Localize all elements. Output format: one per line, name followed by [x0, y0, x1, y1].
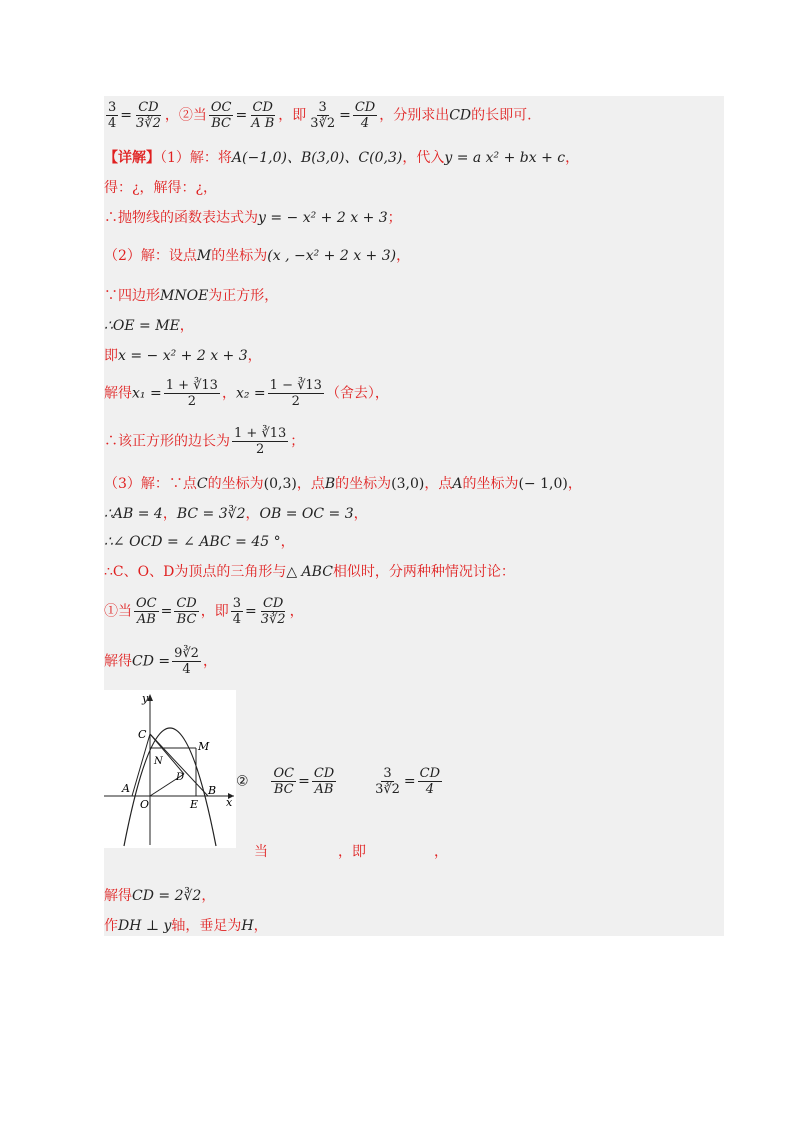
fraction: $\frac{CD}{4}$	[354, 100, 376, 131]
label-n: N	[154, 756, 163, 767]
text-line-1: $\frac{3}{4}$ = $\frac{CD}{3∛2}$ ，②当 $\frac{OC}{BC}$ = $\frac{CD}{\text{A B}}$ ，即 $\frac{3}{3∛2}$ = $\frac{CD}{4}$ ，分别求出CD的长即可.	[108, 100, 532, 131]
text-line-6: ∵四边形MNOE为正方形，	[104, 288, 279, 304]
text-line-4: ∴抛物线的函数表达式为y = − x² + 2 x + 3；	[104, 210, 402, 226]
parabola-figure	[104, 690, 236, 848]
label-y: y	[142, 692, 149, 705]
label-e: E	[190, 798, 199, 811]
text-line-14: ∴C、O、D为顶点的三角形与△ ABC相似时，分两种种情况讨论：	[104, 564, 515, 580]
fraction: $\frac{OC}{BC}$	[210, 100, 232, 131]
fraction: $\frac{CD}{\text{A B}}$	[251, 100, 275, 131]
fraction: $\frac{1 - ∛13}{2}$	[269, 378, 322, 409]
fraction: $\frac{CD}{3∛2}$	[260, 596, 286, 627]
fraction: $\frac{1 + ∛13}{2}$	[165, 378, 218, 409]
fraction: $\frac{3}{3∛2}$	[375, 766, 400, 797]
text-line-19: 解得CD = 2∛2，	[104, 888, 216, 904]
fraction: $\frac{1 + ∛13}{2}$	[234, 426, 287, 457]
parabola-diagram	[104, 690, 236, 848]
label-c: C	[138, 728, 147, 741]
text-line-16: 解得CD = $\frac{9∛2}{4}$ ，	[104, 646, 217, 677]
fraction: $\frac{3}{3∛2}$	[310, 100, 336, 131]
fraction: $\frac{CD}{4}$	[419, 766, 441, 797]
line-ca	[132, 734, 150, 796]
text-line-18: 当 ，即 ，	[254, 844, 448, 860]
text-line-11: （3）解：∵点C的坐标为(0,3)，点B的坐标为(3,0)，点A的坐标为(− 1,0)，	[104, 476, 582, 492]
text-line-17: ② $\frac{OC}{BC}$ = $\frac{CD}{AB}$ $\frac{3}{3∛2}$ = $\frac{CD}{4}$	[236, 766, 441, 797]
line-cd	[150, 734, 184, 774]
text-line-12: ∴AB = 4，BC = 3∛2，OB = OC = 3，	[104, 506, 368, 522]
text-line-8: 即x = − x² + 2 x + 3，	[104, 348, 262, 364]
text-line-5: （2）解：设点M的坐标为(x , −x² + 2 x + 3)，	[104, 248, 411, 264]
text-line-7: ∴OE = ME，	[104, 318, 194, 334]
label-m: M	[198, 740, 210, 753]
text-line-10: ∴该正方形的边长为 $\frac{1 + ∛13}{2}$ ；	[104, 426, 305, 457]
text-line-3: 得：¿，解得：¿，	[104, 180, 218, 196]
label-o: O	[140, 798, 150, 811]
text-line-9: 解得x₁ = $\frac{1 + ∛13}{2}$ ，x₂ = $\frac{1 - ∛13}{2}$ （舍去），	[104, 378, 389, 409]
text-line-15: ①当 $\frac{OC}{AB}$ = $\frac{CD}{BC}$ ，即 $\frac{3}{4}$ = $\frac{CD}{3∛2}$ ，	[104, 596, 304, 627]
text-line-2: 【详解】（1）解：将A(−1,0)、B(3,0)、C(0,3)，代入y = a x² + bx + c，	[104, 150, 580, 166]
fraction: $\frac{CD}{BC}$	[176, 596, 197, 627]
fraction: $\frac{OC}{AB}$	[136, 596, 157, 627]
fraction: $\frac{3}{4}$	[108, 100, 117, 131]
text-line-13: ∴∠ OCD = ∠ ABC = 45 °，	[104, 534, 295, 550]
fraction: $\frac{CD}{3∛2}$	[136, 100, 161, 131]
fraction: $\frac{OC}{BC}$	[273, 766, 295, 797]
label-b: B	[208, 784, 217, 797]
fraction: $\frac{CD}{AB}$	[313, 766, 335, 797]
detail-tag: 【详解】	[104, 150, 160, 166]
fraction: $\frac{3}{4}$	[232, 596, 241, 627]
text-line-20: 作DH ⊥ y轴，垂足为H，	[104, 918, 268, 934]
fraction: $\frac{9∛2}{4}$	[174, 646, 199, 677]
label-a: A	[122, 782, 130, 795]
label-d: D	[176, 772, 185, 783]
label-x: x	[226, 796, 233, 809]
